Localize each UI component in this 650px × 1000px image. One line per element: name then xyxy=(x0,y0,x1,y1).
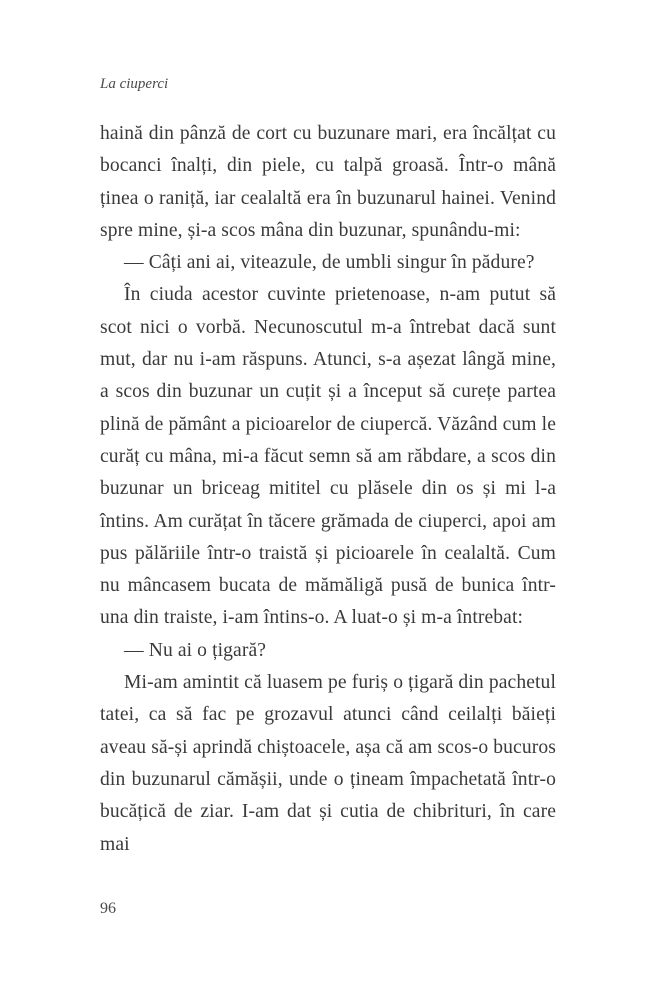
paragraph: — Nu ai o țigară? xyxy=(124,639,267,661)
running-header: La ciuperci xyxy=(100,76,169,92)
paragraph: — Câți ani ai, viteazule, de umbli singur în pădure? xyxy=(124,252,535,274)
paragraph: În ciuda acestor cuvinte prietenoase, n-am putut să scot nici o vorbă. Necunoscutul m-a întrebat dacă sunt mut, dar nu i-am răspuns. Atunci, s-a așezat lângă mine, a scos din buzunar un cuțit și a început să curețe partea plină de pământ a picioarelor de ciupercă. Văzând cum le curăț cu mâna, mi-a făcut semn să am răbdare, a scos din buzunar un briceag mititel cu plăsele din os și mi l-a întins. Am curățat în tăcere grămada de ciuperci, apoi am pus pălăriile într-o traistă și picioarele în cealaltă. Cum nu mâncasem bucata de mămăligă pusă de bunica într-una din traiste, i-am întins-o. A luat-o și m-a întrebat: xyxy=(100,284,556,629)
paragraph: haină din pânză de cort cu buzunare mari, era încălțat cu bocanci înalți, din piele, cu talpă groasă. Într-o mână ținea o raniță, iar cealaltă era în buzunarul hainei. Venind spre mine, și-a scos mâna din buzunar, spunându-mi: xyxy=(100,123,556,241)
paragraph: Mi-am amintit că luasem pe furiș o țigară din pachetul tatei, ca să fac pe grozavul atunci când ceilalți băieți aveau să-și aprindă chiștoacele, așa că am scos-o bucuros din buzunarul cămășii, unde o țineam împachetată într-o bucățică de ziar. I-am dat și cutia de chibrituri, în care mai xyxy=(100,672,556,855)
page-number: 96 xyxy=(100,900,116,917)
body-text xyxy=(100,118,556,861)
